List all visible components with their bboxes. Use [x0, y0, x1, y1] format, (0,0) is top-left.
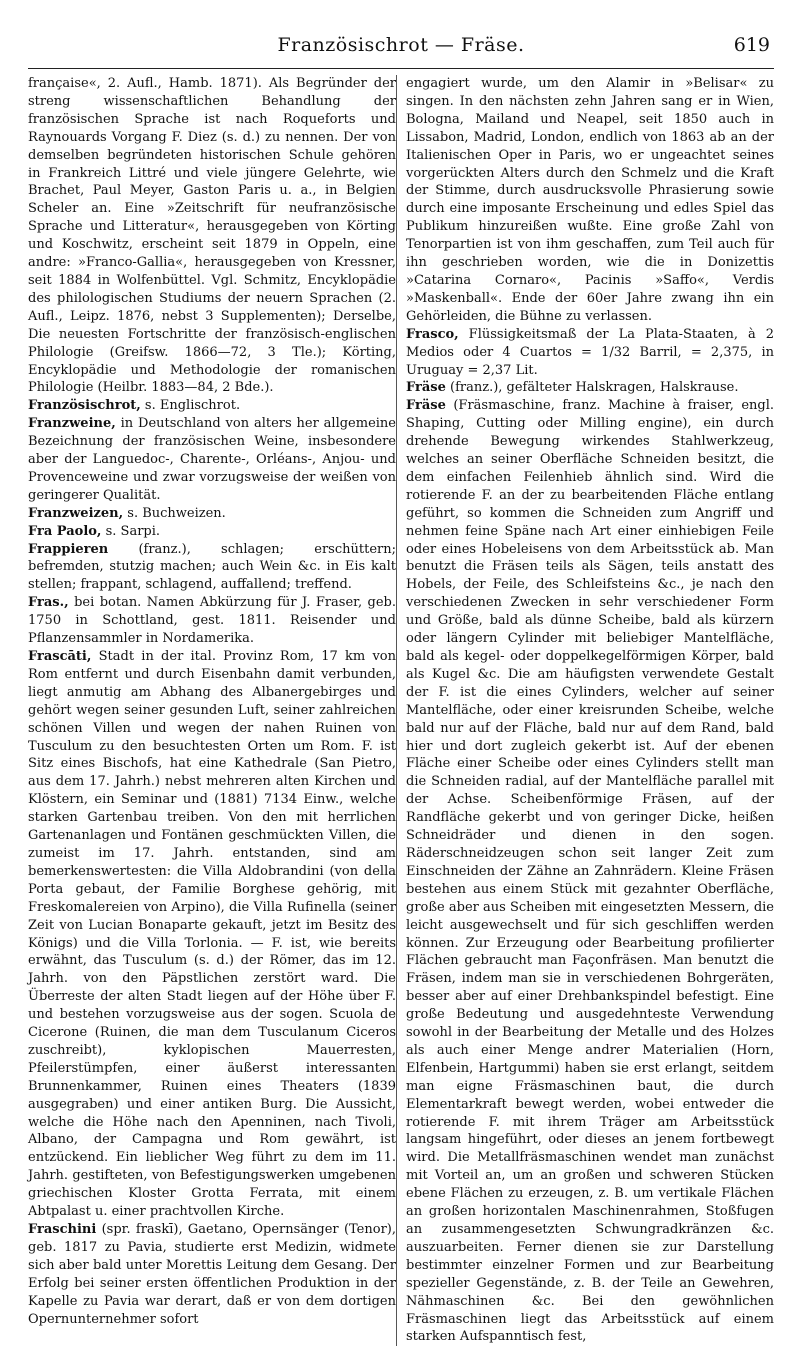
entry-text: (spr. fraskī), Gaetano, Opernsänger (Tenor), geb. 1817 zu Pavia, studierte erst Medizin, widmete sich aber bald unter Morettis Leitung dem Gesang. Der Erfolg bei seiner ersten öffentlichen Produktion in der Kapelle zu Pavia war derart, daß er von dem dortigen Opernunternehmer sofort — [28, 1222, 396, 1327]
entry-text: Flüssigkeitsmaß der La Plata-Staaten, à 2 Medios oder 4 Cuartos = 1/32 Barril, = 2,375, in Uruguay = 2,37 Lit. — [406, 326, 774, 378]
dictionary-entry — [406, 326, 774, 380]
entry-headword: Fras., — [28, 595, 69, 611]
entry-text: s. Englischrot. — [140, 398, 241, 414]
entry-text: in Deutschland von alters her allgemeine Bezeichnung der französischen Weine, insbesondere aber der Languedoc-, Charente-, Orléans-, Anjou- und Provenceweine und zwar vorzugsweise der weißen von geringerer Qualität. — [28, 416, 396, 503]
entry-headword: Fra Paolo, — [28, 523, 102, 539]
dictionary-entry — [28, 523, 396, 541]
text-columns — [28, 75, 774, 1346]
entry-headword: Frascāti, — [28, 649, 92, 664]
entry-headword: Fräse — [406, 398, 446, 414]
entry-text: française«, 2. Aufl., Hamb. 1871). Als Begründer der streng wissenschaftlichen Behandlung der französischen Sprache ist nach Roqueforts und Raynouards Vorgang F. Diez (s. d.) zu nennen. Der von demselben begründeten historischen Schule gehören in Frankreich Littré und viele jüngere Gelehrte, wie Brachet, Paul Meyer, Gaston Paris u. a., in Belgien Scheler an. Eine »Zeitschrift für neufranzösische Sprache und Litteratur«, herausgegeben von Körting und Koschwitz, erscheint seit 1879 in Oppeln, eine andre: »Franco-Gallia«, herausgegeben von Kressner, seit 1884 in Wolfenbüttel. Vgl. Schmitz, Encyklopädie des philologischen Studiums der neuern Sprachen (2. Aufl., Leipz. 1876, nebst 3 Supplementen); Derselbe, Die neuesten Fortschritte der französisch-englischen Philologie (Greifsw. 1866—72, 3 Tle.); Körting, Encyklopädie und Methodologie der romanischen Philologie (Heilbr. 1883—84, 2 Bde.). — [28, 76, 396, 396]
entry-headword: Franzweine, — [28, 416, 116, 432]
dictionary-entry — [28, 415, 396, 505]
dictionary-entry — [28, 541, 396, 595]
entry-headword: Fräse — [406, 380, 446, 396]
entry-text: (franz.), gefälteter Halskragen, Halskrause. — [445, 380, 739, 396]
dictionary-entry — [406, 397, 774, 1346]
dictionary-entry — [28, 505, 396, 523]
entry-headword: Frappieren — [28, 541, 109, 557]
dictionary-entry — [28, 397, 396, 415]
entry-headword: Franzweizen, — [28, 505, 124, 521]
entry-text: bei botan. Namen Abkürzung für J. Fraser, geb. 1750 in Schottland, gest. 1811. Reisender und Pflanzensammler in Nordamerika. — [28, 595, 396, 647]
page-header — [28, 34, 774, 64]
dictionary-entry — [28, 594, 396, 648]
dictionary-entry — [406, 75, 774, 326]
entry-headword: Frasco, — [406, 326, 459, 342]
dictionary-entry — [28, 75, 396, 397]
page-number: 619 — [733, 34, 770, 56]
entry-headword: Fraschini — [28, 1222, 97, 1237]
entry-text: Stadt in der ital. Provinz Rom, 17 km von Rom entfernt und durch Eisenbahn damit verbunden, liegt anmutig am Abhang des Albanergebirges und gehört wegen seiner gesunden Luft, seiner zahlreichen schönen Villen und wegen der nahen Ruinen von Tusculum zu den besuchtesten Orten um Rom. F. ist Sitz eines Bischofs, hat eine Kathedrale (San Pietro, aus dem 17. Jahrh.) nebst mehreren alten Kirchen und Klöstern, ein Seminar und (1881) 7134 Einw., welche starken Gartenbau treiben. Von den mit herrlichen Gartenanlagen und Fontänen geschmückten Villen, die zumeist im 17. Jahrh. entstanden, sind am bemerkenswertesten: die Villa Aldobrandini (von della Porta gebaut, der Familie Borghese gehörig, mit Freskomalereien von Arpino), die Villa Rufinella (seiner Zeit von Lucian Bonaparte gekauft, jetzt im Besitz des Königs) und die Villa Torlonia. — F. ist, wie bereits erwähnt, das Tusculum (s. d.) der Römer, das im 12. Jahrh. von den Päpstlichen zerstört ward. Die Überreste der alten Stadt liegen auf der Höhe über F. und bestehen vorzugsweise aus der sogen. Scuola de Cicerone (Ruinen, die man dem Tusculanum Ciceros zuschreibt), kyklopischen Mauerresten, Pfeilerstümpfen, einer äußerst interessanten Brunnenkammer, Ruinen eines Theaters (1839 ausgegraben) und einer antiken Burg. Die Aussicht, welche die Höhe nach den Apenninen, nach Tivoli, Albano, der Campagna und Rom gewährt, ist entzückend. Ein lieblicher Weg führt zu dem im 11. Jahrh. gestifteten, von Befestigungswerken umgebenen griechischen Kloster Grotta Ferrata, mit einem Abtpalast u. einer prachtvollen Kirche. — [28, 649, 396, 1220]
entry-text: engagiert wurde, um den Alamir in »Belisar« zu singen. In den nächsten zehn Jahren sang er in Wien, Bologna, Mailand und Neapel, seit 1850 auch in Lissabon, Madrid, London, endlich von 1863 ab an der Italienischen Oper in Paris, wo er ungeachtet seines vorgerückten Alters durch den Schmelz und die Kraft der Stimme, durch ausdrucksvolle Phrasierung sowie durch eine imposante Erscheinung und edles Spiel das Publikum hinzureißen wußte. Eine große Zahl von Tenorpartien ist von ihm geschaffen, zum Teil auch für ihn geschrieben worden, wie die in Donizettis »Catarina Cornaro«, Pacinis »Saffo«, Verdis »Maskenball«. Ende der 60er Jahre zwang ihn ein Gehörleiden, die Bühne zu verlassen. — [406, 76, 774, 324]
header-rule — [28, 68, 774, 69]
dictionary-entry — [406, 379, 774, 397]
entry-text: (franz.), schlagen; erschüttern; befremden, stutzig machen; auch Wein &c. in Eis kalt stellen; frappant, schlagend, auffallend; treffend. — [28, 541, 396, 593]
dictionary-entry — [28, 648, 396, 1221]
entry-text: s. Sarpi. — [101, 523, 161, 539]
entry-text: s. Buchweizen. — [123, 505, 226, 521]
right-column — [396, 75, 774, 1346]
running-title: Französischrot — Fräse. — [277, 34, 525, 56]
entry-text: (Fräsmaschine, franz. Machine à fraiser, engl. Shaping, Cutting oder Milling engine), ein durch drehende Bewegung wirkendes Stahlwerkzeug, welches an seiner Oberfläche Schneiden besitzt, die dem einfachen Feilenhieb ähnlich sind. Wird die rotierende F. an der zu bearbeitenden Fläche entlang geführt, so kommen die Schneiden zum Angriff und nehmen feine Späne nach Art einer einhiebigen Feile oder eines Hobeleisens von dem Arbeitsstück ab. Man benutzt die Fräsen teils als Sägen, teils anstatt des Hobels, der Feile, des Schleifsteins &c., je nach den verschiedenen Zwecken in sehr verschiedener Form und Größe, bald als dünne Scheibe, bald als kürzern oder längern Cylinder mit beliebiger Mantelfläche, bald als kegel- oder doppelkegelförmigen Körper, bald als Kugel &c. Die am häufigsten verwendete Gestalt der F. ist die eines Cylinders, welcher auf seiner Mantelfläche, oder einer kreisrunden Scheibe, welche bald nur auf der Fläche, bald nur auf dem Rand, bald hier und dort zugleich gekerbt ist. Auf der ebenen Fläche einer Scheibe oder eines Cylinders stellt man die Schneiden radial, auf der Mantelfläche parallel mit der Achse. Scheibenförmige Fräsen, auf der Randfläche gekerbt und von geringer Dicke, heißen Schneidräder und dienen in den sogen. Räderschneidzeugen schon seit langer Zeit zum Einschneiden der Zähne an Zahnrädern. Kleine Fräsen bestehen aus einem Stück mit gezahnter Oberfläche, große aber aus Scheiben mit eingesetzten Messern, die leicht ausgewechselt und für sich geschliffen werden können. Zur Erzeugung oder Bearbeitung profilierter Flächen gebraucht man Façonfräsen. Man benutzt die Fräsen, indem man sie in verschiedenen Bohrgeräten, besser aber auf einer Drehbankspindel befestigt. Eine große Bedeutung und ausgedehnteste Verwendung sowohl in der Bearbeitung der Metalle und des Holzes als auch einer Menge andrer Materialien (Horn, Elfenbein, Hartgummi) haben sie erst erlangt, seitdem man eigne Fräsmaschinen baut, die durch Elementarkraft bewegt werden, wobei entweder die rotierende F. mit ihrem Träger am Arbeitsstück langsam hingeführt, oder dieses an jenem fortbewegt wird. Die Metallfräsmaschinen wendet man zunächst mit Vorteil an, um an großen und schweren Stücken ebene Flächen zu erzeugen, z. B. um vertikale Flächen an großen horizontalen Maschinenrahmen, Stoßfugen an zusammengesetzten Schwungradkränzen &c. auszuarbeiten. Ferner dienen sie zur Darstellung bestimmter einzelner Formen und zur Bearbeitung spezieller Gegenstände, z. B. der Teile an Gewehren, Nähmaschinen &c. Bei den gewöhnlichen Fräsmaschinen liegt das Arbeitsstück auf einem starken Aufspanntisch fest, — [406, 398, 774, 1345]
entry-headword: Französischrot, — [28, 398, 141, 414]
left-column — [28, 75, 396, 1346]
